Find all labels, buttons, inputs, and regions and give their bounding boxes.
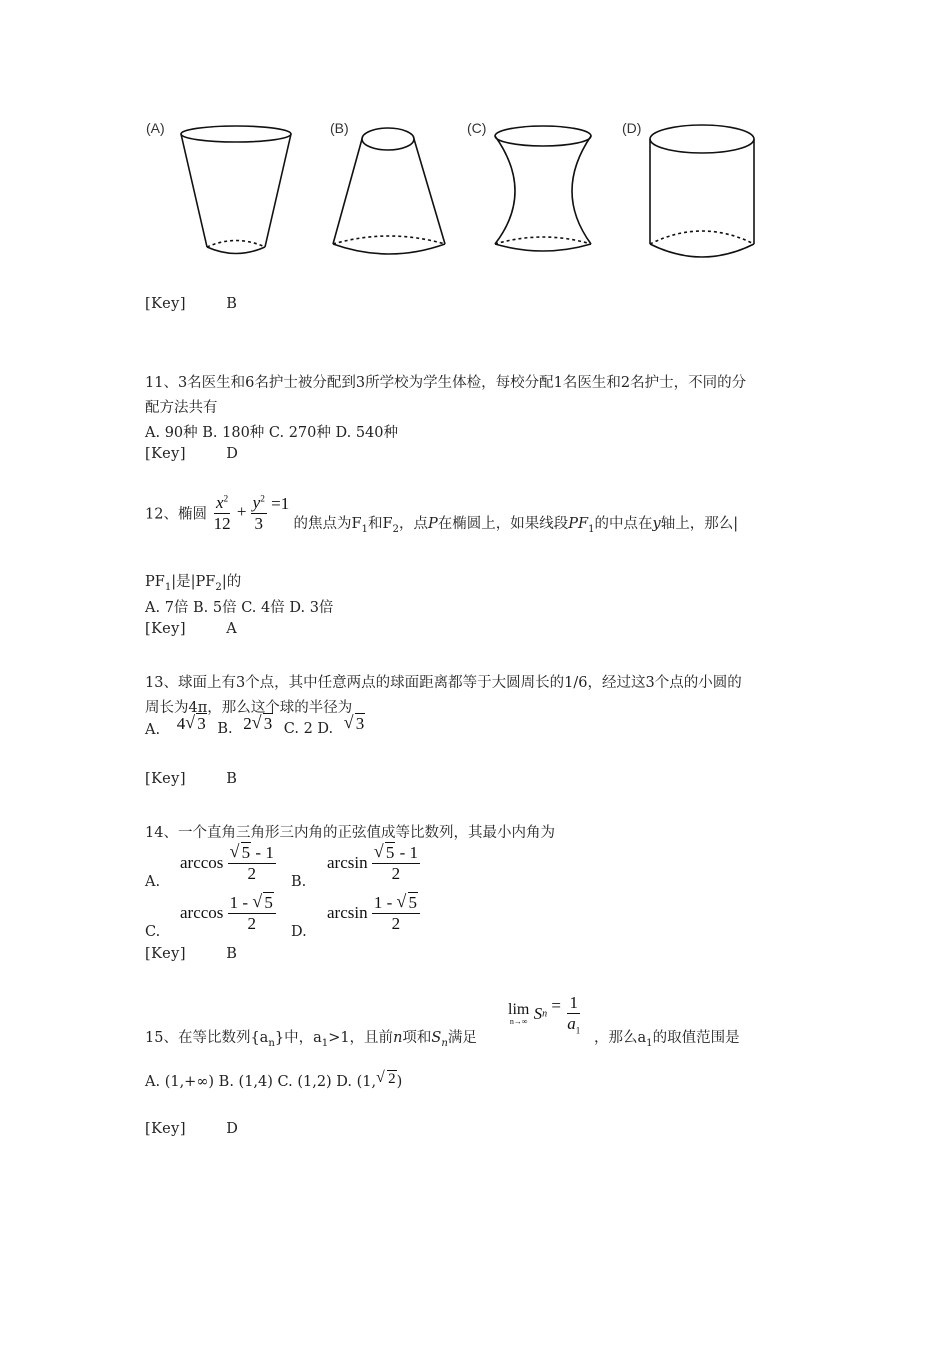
solid-d-cylinder [650,125,754,257]
key-label: [Key] [145,446,187,462]
q14-opt-c-label: C. [145,924,161,940]
q11-line2: 配方法共有 [145,400,218,416]
key-answer: B [226,296,238,312]
option-d-value: √ 3 [343,712,365,733]
key-13 [145,771,237,787]
q13-line2: 周长为4π，那么这个球的半径为 [145,700,353,716]
solid-b-frustum [333,128,445,254]
key-label: [Key] [145,621,187,637]
key-15 [145,1121,238,1137]
q14-opt-a-expr: arccos √ 5 - 1 2 [180,841,274,883]
q13-line1: 13、球面上有3个点，其中任意两点的球面距离都等于大圆周长的1/6，经过这3个点的小圆的 [145,675,742,691]
key-answer: D [226,1121,239,1137]
key-12 [145,621,237,637]
solids-figure [140,112,780,272]
solids-drawing [140,112,780,272]
label-b: (B) [330,120,349,136]
q14-opt-d-label: D. [291,924,307,940]
option-a-value: 4 √ 3 [176,712,206,733]
q14-opt-b-label: B. [291,874,307,890]
q15-limit-expr: lim n→∞ Sn = $\frac{1}{a_1}$ [508,993,581,1035]
option-b-value: 2 √ 3 [243,712,273,733]
q12-prefix: 12、椭圆 [145,506,207,523]
key-11 [145,446,238,462]
q12-options: A. 7倍 B. 5倍 C. 4倍 D. 3倍 [145,600,334,616]
q14-line1: 14、一个直角三角形三内角的正弦值成等比数列，其最小内角为 [145,825,555,841]
q14-opt-b-expr: arcsin √ 5 - 1 2 [327,841,419,883]
q15-line1-tail: ，那么$a_1$的取值范围是 [594,1030,740,1049]
q12-line2: $PF_1|$是$|PF_2|$的 [145,574,242,593]
key-10 [145,296,237,312]
label-d: (D) [622,120,642,136]
solid-a-frustum [181,126,291,254]
label-c: (C) [467,120,487,136]
q15-options: A. (1,+∞) B. (1,4) C. (1,2) D. (1, √ 2) [145,1069,403,1090]
key-answer: D [226,446,239,462]
key-label: [Key] [145,296,187,312]
solid-c-hyperboloid [495,126,591,251]
key-label: [Key] [145,946,187,962]
key-answer: B [226,771,238,787]
q11-options: A. 90种 B. 180种 C. 270种 D. 540种 [145,425,398,441]
key-14 [145,946,237,962]
key-label: [Key] [145,1121,187,1137]
q12-text: 的焦点为$F_1$和$F_2$，点P在椭圆上，如果线段$PF_1$的中点在y轴上，那么| [293,515,739,535]
q15-line1: 15、在等比数列$\{a_n\}$中，$a_1>1$，且前n项和$S_n$满足 [145,1030,477,1049]
q11-line1: 11、3名医生和6名护士被分配到3所学校为学生体检，每校分配1名医生和2名护士，不同的分 [145,375,747,391]
q12-line1 [145,493,738,533]
q14-opt-a-label: A. [145,874,161,890]
ellipse-equation: $\frac{x^2}{12}$ + $\frac{y^2}{3}$ =1 [213,493,290,533]
key-answer: B [226,946,238,962]
label-a: (A) [146,120,165,136]
q14-opt-d-expr: arcsin 1 - √ 5 2 [327,893,420,933]
key-answer: A [226,621,238,637]
key-label: [Key] [145,771,187,787]
q14-opt-c-expr: arccos 1 - √ 5 2 [180,893,276,933]
q13-options: A. 4 √ 3 B. 2 √ 3 C. 2 D. √ 3 [145,712,365,738]
